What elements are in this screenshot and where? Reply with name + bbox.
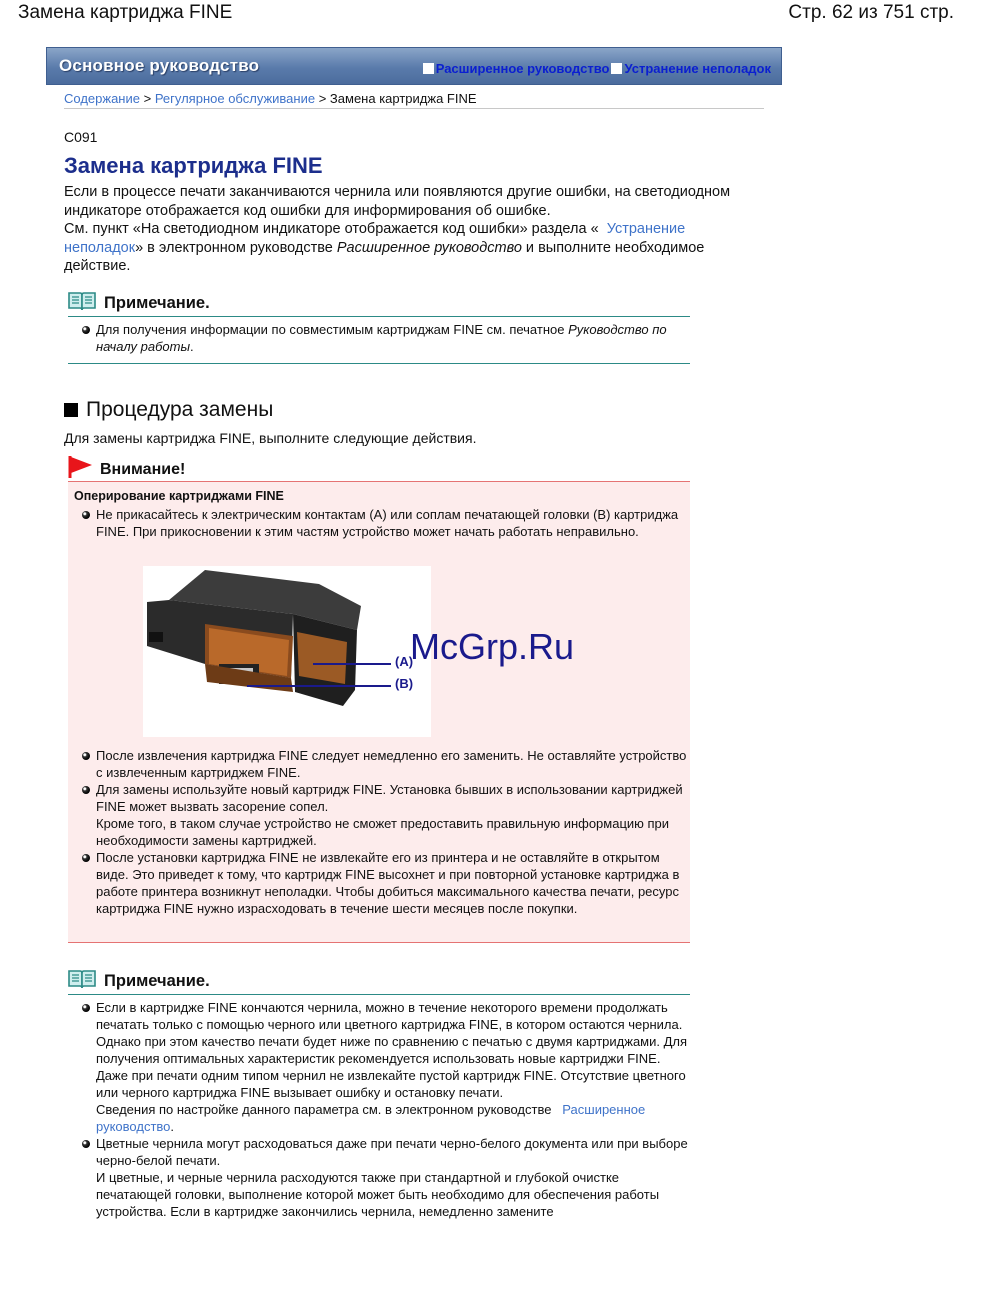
banner-links — [421, 61, 771, 76]
label-a: (A) — [395, 654, 414, 669]
list-item: Если в картридже FINE кончаются чернила, можно в течение некоторого времени продолжать печатать только с помощью черного или цветного картриджа FINE, в котором остаются чернила. Однако при этом качество печати будет ниже по сравнению с печатью с двумя картриджами. Для получения оптимальных характеристик рекомендуется использовать новые картриджи FINE. Даже при печати одним типом чернил не извлекайте пустой картридж FINE. Отсутствие цветного или черного картриджа FINE вызывает ошибку и остановку печати. Сведения по настройке данного параметра см. в электронном руководстве Расширенное руководство. — [68, 999, 690, 1135]
red-flag-icon — [68, 455, 94, 484]
intro-paragraph: См. пункт «На светодиодном индикаторе отображается код ошибки» раздела « Устранение неполадок» в электронном руководстве Расширенное руководство и выполните необходимое действие. — [64, 221, 705, 274]
warning-list — [68, 506, 688, 540]
banner-title: Основное руководство — [59, 56, 260, 75]
bullet-icon — [82, 854, 90, 862]
troubleshooting-inline-link[interactable]: Устранение неполадок — [64, 221, 686, 256]
square-icon — [423, 63, 434, 74]
note-rule — [68, 363, 690, 364]
list-item: Для замены используйте новый картридж FINE. Установка бывших в использовании картриджей FINE может вызвать засорение сопел. Кроме того, в таком случае устройство не сможет предоставить правильную информацию при необходимости замены картриджей. — [68, 781, 688, 849]
breadcrumb-separator: > — [315, 91, 330, 106]
note-heading: Примечание. — [68, 968, 690, 994]
bullet-icon — [82, 511, 90, 519]
book-icon — [68, 969, 96, 994]
watermark: McGrp.Ru — [410, 626, 575, 667]
page-counter: Стр. 62 из 751 стр. — [788, 2, 954, 23]
page-heading: Замена картриджа FINE — [64, 153, 323, 178]
note-list — [68, 317, 690, 363]
breadcrumb — [64, 91, 477, 106]
square-bullet-icon — [64, 403, 78, 417]
breadcrumb-separator: > — [139, 91, 155, 106]
bullet-icon — [82, 326, 90, 334]
note-heading: Примечание. — [68, 290, 690, 316]
warning-heading: Внимание! — [68, 455, 185, 484]
section-lead: Для замены картриджа FINE, выполните следующие действия. — [64, 430, 477, 446]
list-item: Для получения информации по совместимым картриджам FINE см. печатное Руководство по началу работы. — [68, 321, 690, 355]
intro-text — [64, 183, 764, 276]
breadcrumb-maintenance-link[interactable]: Регулярное обслуживание — [154, 91, 316, 106]
warning-box — [68, 481, 690, 943]
list-item: Не прикасайтесь к электрическим контактам (A) или соплам печатающей головки (B) картриджа FINE. При прикосновении к этим частям устройство может начать работать неправильно. — [68, 506, 688, 540]
warning-list — [68, 747, 688, 917]
note-box — [68, 290, 690, 364]
list-item: После установки картриджа FINE не извлекайте его из принтера и не оставляйте в открытом виде. Это приведет к тому, что картридж FINE высохнет и при повторной установке картриджа в работе принтера возникнут неполадки. Чтобы добиться максимального качества печати, ресурс картриджа FINE нужно израсходовать в течение шести месяцев после покупки. — [68, 849, 688, 917]
breadcrumb-current: Замена картриджа FINE — [329, 91, 477, 106]
note-box — [68, 968, 690, 1228]
bullet-icon — [82, 752, 90, 760]
book-icon — [68, 291, 96, 316]
troubleshooting-link[interactable]: Устранение неполадок — [624, 61, 771, 76]
bullet-icon — [82, 1140, 90, 1148]
bullet-icon — [82, 786, 90, 794]
label-b: (B) — [395, 676, 414, 691]
square-icon — [611, 63, 622, 74]
fine-cartridge-image — [143, 566, 431, 737]
warning-subheading: Оперирование картриджами FINE — [74, 489, 284, 503]
section-heading: Процедура замены — [64, 398, 273, 422]
doc-code: C091 — [64, 129, 98, 145]
window-title: Замена картриджа FINE — [18, 2, 233, 23]
manual-banner — [46, 47, 782, 85]
list-item: Цветные чернила могут расходоваться даже при печати черно-белого документа или при выборе черно-белой печати. И цветные, и черные чернила расходуются также при стандартной и глубокой очистке печатающей головки, выполнение которой может быть необходимо для обеспечения работы устройства. Если в картридже закончились чернила, немедленно замените — [68, 1135, 690, 1220]
breadcrumb-contents-link[interactable]: Содержание — [64, 91, 140, 106]
advanced-guide-inline-link[interactable]: Расширенное руководство — [96, 1102, 646, 1134]
advanced-guide-link[interactable]: Расширенное руководство — [435, 61, 610, 76]
list-item: После извлечения картриджа FINE следует немедленно его заменить. Не оставляйте устройство с извлеченным картриджем FINE. — [68, 747, 688, 781]
bullet-icon — [82, 1004, 90, 1012]
intro-paragraph: Если в процессе печати заканчиваются чернила или появляются другие ошибки, на светодиодном индикаторе отображается код ошибки для информирования об ошибке. — [64, 184, 731, 219]
divider — [64, 108, 764, 109]
note-list — [68, 995, 690, 1228]
